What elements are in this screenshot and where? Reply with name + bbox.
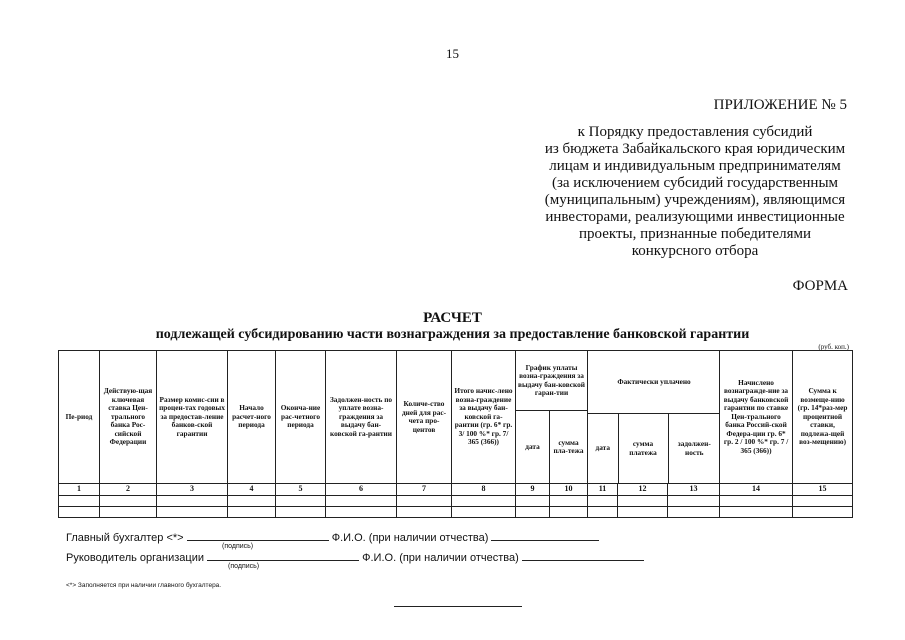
table-cell: [668, 507, 720, 518]
calculation-table: [58, 350, 853, 518]
header-paid-amount: сумма платежа: [618, 414, 668, 484]
appendix-title: ПРИЛОЖЕНИЕ № 5: [713, 97, 847, 113]
subtitle-line: (муниципальным) учреждениям), являющимся: [544, 192, 846, 208]
column-number: 14: [720, 484, 793, 496]
column-number: 3: [157, 484, 228, 496]
column-number: 9: [516, 484, 550, 496]
chief-accountant-fio: Ф.И.О. (при наличии отчества): [331, 532, 489, 544]
column-number: 10: [550, 484, 588, 496]
table-cell: [452, 496, 516, 507]
column-number: 4: [228, 484, 276, 496]
column-number: 8: [452, 484, 516, 496]
subtitle-line: из бюджета Забайкальского края юридическим: [544, 141, 846, 157]
column-number: 7: [397, 484, 452, 496]
form-label: ФОРМА: [792, 278, 848, 294]
page-number: 15: [446, 46, 459, 61]
header-reimbursement: Сумма к возмеще-нию (гр. 14*раз-мер процентной ставки, подлежа-щей воз-мещению): [793, 351, 853, 484]
units-label: (руб. коп.): [818, 343, 849, 351]
subtitle-line: лицам и индивидуальным предпринимателям: [549, 158, 841, 174]
table-cell: [157, 496, 228, 507]
table-cell: [276, 507, 326, 518]
table-cell: [618, 496, 668, 507]
calculation-subtitle: подлежащей субсидированию части вознаграждения за предоставление банковской гарантии: [155, 327, 750, 342]
table-cell: [516, 507, 550, 518]
header-paid-date: дата: [588, 414, 618, 484]
table-cell: [452, 507, 516, 518]
header-commission: Размер комис-сии в процен-тах годовых за предостав-ление банков-ской гарантии: [157, 351, 228, 484]
chief-signature-caption: (подпись): [222, 543, 254, 550]
table-row: [59, 496, 853, 507]
table-cell: [793, 496, 853, 507]
table-cell: [100, 496, 157, 507]
column-number: 13: [668, 484, 720, 496]
head-signature-caption: (подпись): [228, 563, 260, 570]
table-cell: [59, 496, 100, 507]
header-accrued-cbr: Начислено вознагражде-ние за выдачу банковской гарантии по ставке Цен-трального банка Россий-ской Федера-ции гр. 6* гр. 2 / 100 %* гр. 7 / 365 (366)): [720, 351, 793, 484]
chief-accountant-signature: [66, 530, 599, 544]
table-cell: [720, 496, 793, 507]
column-number: 15: [793, 484, 853, 496]
table-cell: [397, 507, 452, 518]
table-cell: [668, 496, 720, 507]
header-payment-schedule: График уплаты возна-граждения за выдачу бан-ковской гаран-тии: [516, 351, 588, 411]
header-days: Количе-ство дней для рас-чета про-центов: [397, 351, 452, 484]
head-signature: [66, 550, 644, 564]
subtitle-line: к Порядку предоставления субсидий: [577, 124, 813, 140]
header-actually-paid: Фактически уплачено: [588, 351, 720, 414]
header-period-end: Оконча-ние рас-четного периода: [276, 351, 326, 484]
signature-line: [187, 530, 329, 541]
header-period: Пе-риод: [59, 351, 100, 484]
table-cell: [720, 507, 793, 518]
header-actually-paid-group: [588, 351, 720, 484]
fio-line: [522, 550, 644, 561]
subtitle-line: (за исключением субсидий государственным: [551, 175, 839, 191]
column-number: 11: [588, 484, 618, 496]
subtitle-line: инвесторами, реализующими инвестиционные: [545, 209, 845, 225]
table-cell: [618, 507, 668, 518]
appendix-subtitle: [500, 124, 890, 260]
table-cell: [326, 507, 397, 518]
header-schedule-date: дата: [516, 411, 550, 484]
end-divider: [394, 606, 522, 607]
table-cell: [550, 507, 588, 518]
table-row: [59, 507, 853, 518]
table-cell: [550, 496, 588, 507]
table-cell: [228, 496, 276, 507]
chief-accountant-label: Главный бухгалтер <*>: [66, 532, 184, 544]
table-cell: [588, 496, 618, 507]
header-schedule-amount: сумма пла-тежа: [550, 411, 588, 484]
table-cell: [157, 507, 228, 518]
table-cell: [326, 496, 397, 507]
column-number-row: [59, 484, 853, 496]
calculation-title: РАСЧЕТ: [423, 310, 482, 326]
subtitle-line: проекты, признанные победителями: [579, 226, 811, 242]
table-cell: [100, 507, 157, 518]
subtitle-line: конкурсного отбора: [631, 243, 759, 259]
header-period-start: Начало расчет-ного периода: [228, 351, 276, 484]
column-number: 12: [618, 484, 668, 496]
header-debt: Задолжен-ность по уплате возна-граждения за выдачу бан-ковской га-рантии: [326, 351, 397, 484]
column-number: 6: [326, 484, 397, 496]
table-cell: [276, 496, 326, 507]
table-cell: [59, 507, 100, 518]
header-key-rate: Действую-щая ключевая ставка Цен-трального банка Рос-сийской Федерации: [100, 351, 157, 484]
signature-line: [207, 550, 359, 561]
column-number: 5: [276, 484, 326, 496]
footnote: <*> Заполняется при наличии главного бухгалтера.: [66, 582, 222, 589]
column-number: 1: [59, 484, 100, 496]
head-label: Руководитель организации: [66, 552, 205, 564]
fio-line: [491, 530, 599, 541]
header-paid-debt: задолжен-ность: [677, 439, 711, 457]
table-cell: [228, 507, 276, 518]
column-number: 2: [100, 484, 157, 496]
table-cell: [397, 496, 452, 507]
table-cell: [516, 496, 550, 507]
table-cell: [588, 507, 618, 518]
head-fio: Ф.И.О. (при наличии отчества): [362, 552, 519, 564]
header-total-accrued: Итого начис-лено возна-граждение за выдачу бан-ковской га-рантии (гр. 6* гр. 3/ 100 %* гр. 7/ 365 (366)): [452, 351, 516, 484]
table-cell: [793, 507, 853, 518]
